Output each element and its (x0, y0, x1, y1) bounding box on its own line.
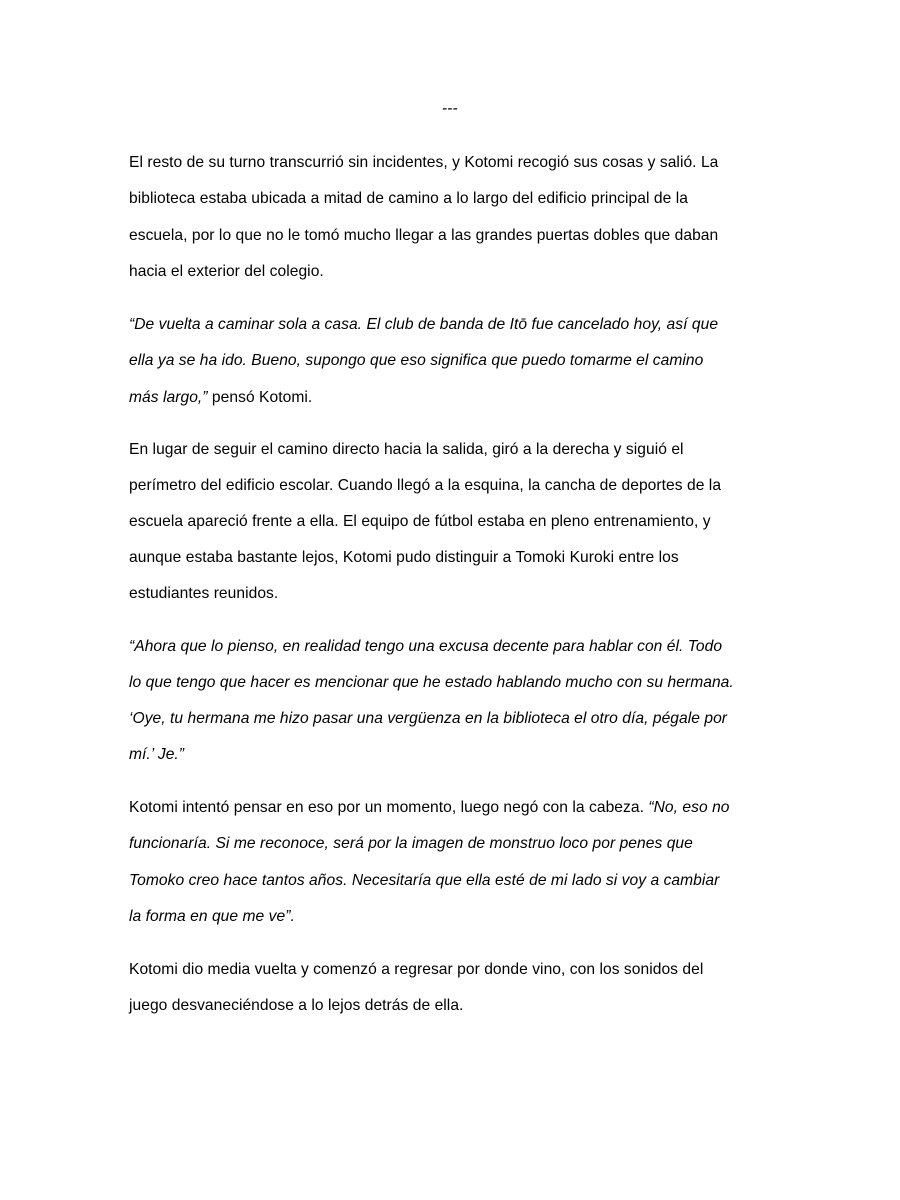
paragraph-3-line-4: aunque estaba bastante lejos, Kotomi pudo distinguir a Tomoki Kuroki entre los (129, 549, 679, 566)
paragraph-2-line-1: “De vuelta a caminar sola a casa. El club de banda de Itō fue cancelado hoy, así que (129, 316, 719, 333)
paragraph-6-line-1: Kotomi dio media vuelta y comenzó a regresar por donde vino, con los sonidos del (129, 961, 704, 978)
paragraph-4-line-4: mí.’ Je.” (129, 746, 185, 763)
paragraph-3-line-3: escuela apareció frente a ella. El equipo de fútbol estaba en pleno entrenamiento, y (129, 513, 711, 530)
paragraph-5-line-2: funcionaría. Si me reconoce, será por la imagen de monstruo loco por penes que (129, 835, 693, 852)
paragraph-4-line-1: “Ahora que lo pienso, en realidad tengo una excusa decente para hablar con él. Todo (129, 638, 723, 655)
paragraph-1-line-3: escuela, por lo que no le tomó mucho llegar a las grandes puertas dobles que daban (129, 227, 719, 244)
paragraph-1-line-1: El resto de su turno transcurrió sin incidentes, y Kotomi recogió sus cosas y salió. La (129, 154, 719, 171)
paragraph-5-line-1 (129, 798, 730, 818)
paragraph-5-italic-start: “No, eso no (648, 799, 730, 816)
paragraph-5-narration: Kotomi intentó pensar en eso por un momento, luego negó con la cabeza. (129, 799, 649, 816)
paragraph-3-line-1: En lugar de seguir el camino directo hacia la salida, giró a la derecha y siguió el (129, 441, 684, 458)
paragraph-4-line-2: lo que tengo que hacer es mencionar que he estado hablando mucho con su hermana. (129, 674, 734, 691)
scene-separator: --- (442, 100, 458, 117)
paragraph-2-italic-end: más largo,” (129, 389, 208, 406)
paragraph-2-line-2: ella ya se ha ido. Bueno, supongo que eso significa que puedo tomarme el camino (129, 352, 704, 369)
paragraph-6-line-2: juego desvaneciéndose a lo lejos detrás de ella. (129, 997, 464, 1014)
paragraph-5-line-4: la forma en que me ve”. (129, 908, 295, 925)
paragraph-5-line-3: Tomoko creo hace tantos años. Necesitaría que ella esté de mi lado si voy a cambiar (129, 872, 720, 889)
paragraph-1-line-4: hacia el exterior del colegio. (129, 263, 324, 280)
paragraph-3-line-2: perímetro del edificio escolar. Cuando llegó a la esquina, la cancha de deportes de la (129, 477, 722, 494)
paragraph-2-line-3 (129, 388, 312, 408)
paragraph-3-line-5: estudiantes reunidos. (129, 585, 279, 602)
paragraph-4-line-3: ‘Oye, tu hermana me hizo pasar una vergüenza en la biblioteca el otro día, pégale por (129, 710, 728, 727)
paragraph-2-attribution: pensó Kotomi. (207, 389, 313, 406)
paragraph-1-line-2: biblioteca estaba ubicada a mitad de camino a lo largo del edificio principal de la (129, 190, 688, 207)
